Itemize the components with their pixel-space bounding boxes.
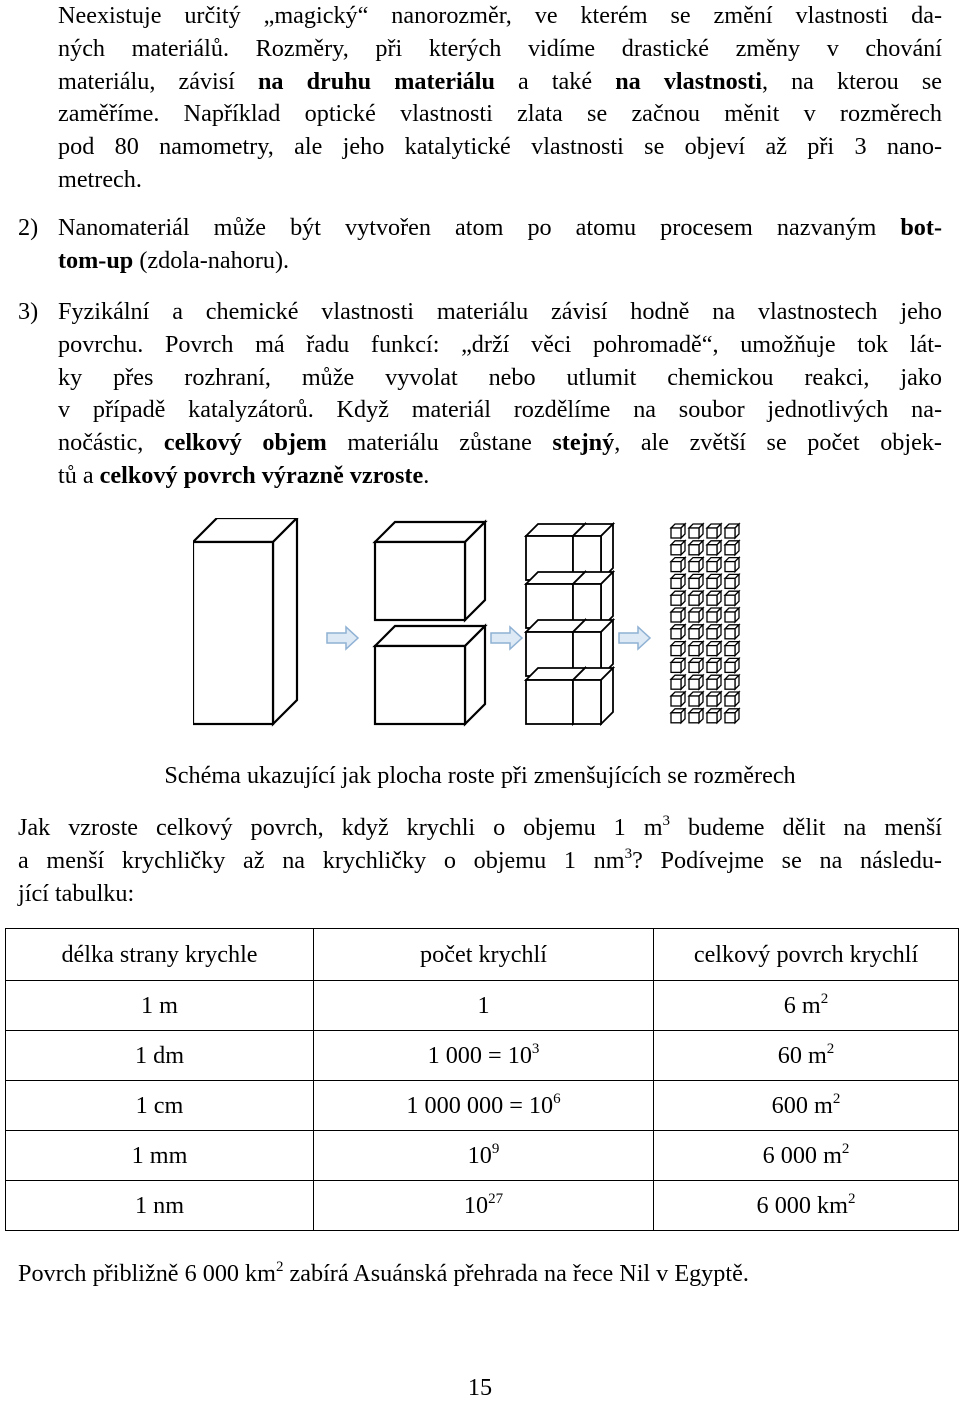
small-cube: [707, 608, 721, 622]
cell-area: [654, 981, 959, 1031]
small-cube: [689, 591, 703, 605]
text-span: Povrch přibližně 6 000 km: [18, 1260, 276, 1287]
superscript: 6: [553, 1090, 561, 1107]
small-cube: [707, 692, 721, 706]
area-value: 6 000 km: [756, 1191, 848, 1219]
small-cube: [689, 625, 703, 639]
superscript: 2: [820, 990, 829, 1007]
arrow-icon: [327, 627, 358, 649]
text-span: ? Podívejme se na následu-: [632, 846, 942, 874]
text-line: povrchu. Povrch má řadu funkcí: „drží věci pohromadě“, umožňuje tok lát-: [58, 330, 942, 358]
text-line: Fyzikální a chemické vlastnosti materiálu závisí hodně na vlastnostech jeho: [58, 298, 942, 325]
text-span: zabírá Asuánská přehrada na řece Nil v Egyptě.: [283, 1260, 749, 1287]
small-cube: [689, 675, 703, 689]
eight-cubes: [526, 524, 613, 724]
small-cube: [725, 625, 739, 639]
small-cube: [689, 692, 703, 706]
cell-area: [654, 1031, 959, 1081]
small-cubes-grid: [671, 524, 739, 723]
figure-caption: Schéma ukazující jak plocha roste při zmenšujících se rozměrech: [164, 762, 796, 789]
intro-paragraph: [58, 0, 942, 197]
small-cube: [707, 574, 721, 588]
small-cube: [707, 642, 721, 656]
small-cube: [707, 658, 721, 672]
area-value: 60 m: [777, 1041, 827, 1069]
small-cube: [707, 524, 721, 538]
text-span: tů a: [58, 461, 100, 489]
superscript: 2: [832, 1090, 841, 1107]
text-span: budeme dělit na menší: [670, 814, 942, 841]
text-span: .: [423, 461, 430, 489]
cell-side: 1 dm: [6, 1031, 314, 1081]
text-line: [58, 245, 942, 278]
area-value: 6 m: [783, 991, 821, 1019]
small-cube: [671, 625, 685, 639]
column-header: celkový povrch krychlí: [654, 929, 959, 981]
text-line: jící tabulku:: [18, 879, 135, 907]
bold-text: na druhu materiálu: [257, 67, 495, 95]
text-line: v případě katalyzátorů. Když materiál rozdělíme na soubor jednotlivých na-: [58, 396, 942, 424]
cell-side: 1 nm: [6, 1181, 314, 1231]
count-value: 1 000 = 10: [427, 1041, 532, 1069]
small-cube: [707, 675, 721, 689]
page-number: 15: [467, 1374, 493, 1401]
list-number: 2): [18, 214, 39, 241]
superscript: 9: [491, 1140, 500, 1157]
bold-text: stejný: [552, 429, 615, 457]
area-value: 600 m: [771, 1091, 833, 1119]
small-cube: [689, 608, 703, 622]
small-cube: [671, 591, 685, 605]
small-cube: [725, 574, 739, 588]
small-cube: [671, 692, 685, 706]
cell-area: [654, 1181, 959, 1231]
surface-table: [5, 928, 959, 1231]
count-value: 10: [463, 1191, 489, 1219]
cube-division-figure: [193, 518, 946, 731]
text-span: materiálu, závisí: [58, 67, 258, 95]
small-cube: [671, 642, 685, 656]
arrow-icon: [491, 627, 522, 649]
small-cube: [689, 558, 703, 572]
superscript: 3: [531, 1040, 540, 1057]
count-value: 1: [477, 991, 490, 1019]
table-row: [6, 1131, 959, 1181]
table-row: [6, 981, 959, 1031]
text-line: [18, 845, 942, 878]
table-row: [6, 1031, 959, 1081]
cell-count: [314, 1181, 654, 1231]
count-value: 10: [467, 1141, 492, 1169]
small-cube: [671, 558, 685, 572]
small-cube: [689, 709, 703, 723]
small-cube: [707, 591, 721, 605]
area-value: 6 000 m: [762, 1141, 842, 1169]
small-cube: [671, 608, 685, 622]
small-cube: [671, 541, 685, 555]
cell-area: [654, 1131, 959, 1181]
list-number: 3): [18, 298, 39, 325]
column-header: počet krychlí: [314, 929, 654, 981]
superscript: 3: [624, 845, 633, 862]
bold-text: tom-up: [58, 246, 134, 274]
column-header: délka strany krychle: [6, 929, 314, 981]
small-cube: [707, 709, 721, 723]
bold-text: celkový objem: [163, 429, 327, 457]
superscript: 2: [275, 1259, 284, 1275]
superscript: 2: [826, 1040, 835, 1057]
small-cube: [725, 608, 739, 622]
small-cube: [707, 625, 721, 639]
text-span: Nanomateriál může být vytvořen atom po atomu procesem nazvaným: [58, 214, 901, 241]
small-cube: [689, 524, 703, 538]
bold-text: bot-: [900, 214, 942, 241]
small-cube: [689, 574, 703, 588]
small-cube: [725, 709, 739, 723]
small-cube: [689, 541, 703, 555]
cell-side: 1 m: [6, 981, 314, 1031]
text-line: pod 80 namometry, ale jeho katalytické vlastnosti se objeví až při 3 nano-: [58, 133, 942, 161]
big-prism: [193, 518, 297, 724]
text-line: ky přes rozhraní, může vyvolat nebo utlumit chemickou reakci, jako: [58, 363, 942, 391]
superscript: 3: [662, 813, 671, 829]
text-line: zaměříme. Například optické vlastnosti zlata se začnou měnit v rozměrech: [58, 100, 942, 128]
table-row: [6, 1081, 959, 1131]
cell-count: [314, 1031, 654, 1081]
text-span: materiálu zůstane: [326, 429, 553, 457]
text-span: Jak vzroste celkový povrch, když krychli o objemu 1 m: [18, 814, 663, 841]
text-line: [58, 212, 942, 245]
text-line: metrech.: [58, 165, 142, 193]
small-cube: [671, 658, 685, 672]
text-span: a také: [494, 67, 616, 95]
cell-side: 1 cm: [6, 1081, 314, 1131]
text-line: [58, 427, 942, 460]
small-cube: [725, 642, 739, 656]
text-line: Neexistuje určitý „magický“ nanorozměr, ve kterém se změní vlastnosti da-: [58, 2, 942, 29]
cell-count: [314, 1131, 654, 1181]
two-cubes: [375, 522, 485, 724]
arrow-icon: [619, 627, 650, 649]
text-span: a menší krychličky až na krychličky o objemu 1 nm: [18, 846, 625, 874]
small-cube: [671, 709, 685, 723]
small-cube: [725, 692, 739, 706]
footnote-paragraph: [18, 1258, 948, 1291]
superscript: 27: [488, 1190, 504, 1207]
cell-side: 1 mm: [6, 1131, 314, 1181]
text-line: [58, 66, 942, 99]
small-cube: [725, 658, 739, 672]
small-cube: [671, 524, 685, 538]
text-line: [18, 812, 942, 845]
small-cube: [725, 558, 739, 572]
small-cube: [689, 658, 703, 672]
text-line: ných materiálů. Rozměry, při kterých vidíme drastické změny v chování: [58, 34, 942, 62]
table-row: [6, 1181, 959, 1231]
small-cube: [725, 591, 739, 605]
text-span: , ale zvětší se počet objek-: [614, 429, 942, 457]
cell-area: [654, 1081, 959, 1131]
bold-text: celkový povrch výrazně vzroste: [99, 461, 424, 489]
small-cube: [725, 675, 739, 689]
small-cube: [671, 574, 685, 588]
text-line: [58, 460, 942, 493]
text-span: , na kterou se: [761, 67, 942, 95]
cell-count: [314, 1081, 654, 1131]
text-span: (zdola-nahoru).: [133, 246, 290, 274]
small-cube: [725, 524, 739, 538]
superscript: 2: [847, 1190, 856, 1207]
table-header-row: [6, 929, 959, 981]
small-cube: [707, 558, 721, 572]
small-cube: [725, 541, 739, 555]
count-value: 1 000 000 = 10: [406, 1091, 554, 1119]
bold-text: na vlastnosti: [615, 67, 762, 95]
small-cube: [689, 642, 703, 656]
question-paragraph: [18, 812, 942, 910]
text-span: nočástic,: [58, 429, 164, 457]
cell-count: [314, 981, 654, 1031]
small-cube: [707, 541, 721, 555]
small-cube: [671, 675, 685, 689]
superscript: 2: [841, 1140, 850, 1157]
